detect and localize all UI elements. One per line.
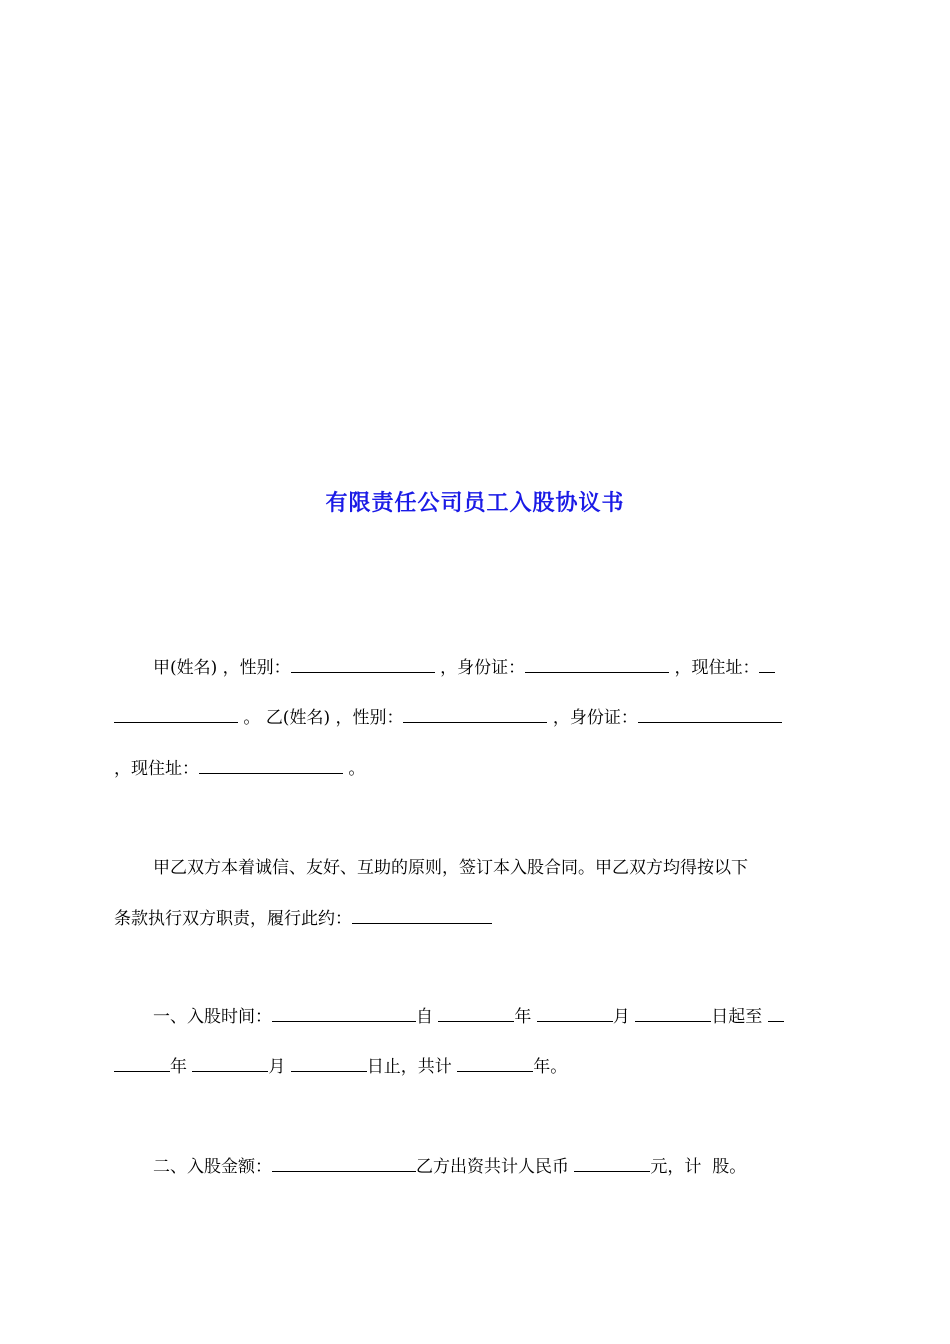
clause-1-line-2 <box>114 1055 567 1079</box>
start-month-label: 月 <box>612 1007 636 1027</box>
total-years-blank <box>457 1055 533 1072</box>
preamble-line-2 <box>114 907 492 931</box>
total-years-label: 年。 <box>533 1057 568 1077</box>
start-day-blank <box>635 1005 711 1022</box>
end-year-blank-cont <box>114 1055 170 1072</box>
start-day-label: 日起至 <box>711 1007 768 1027</box>
party-b-address-label: ，现住址： <box>114 759 199 779</box>
party-a-label: 甲(姓名) ，性别： <box>153 658 291 678</box>
party-b-id-label: ，身份证： <box>547 708 638 728</box>
party-a-line <box>153 656 775 680</box>
party-b-id-blank <box>638 706 782 723</box>
party-a-address-label: ，现住址： <box>669 658 760 678</box>
clause-2-text: 乙方出资共计人民币 <box>416 1157 575 1177</box>
party-b-gender-blank <box>403 706 547 723</box>
clause-2-line <box>153 1155 746 1179</box>
clause-2-end: 元，计 股。 <box>650 1157 747 1177</box>
clause-1-line-1 <box>153 1005 784 1029</box>
party-a-id-blank <box>525 656 669 673</box>
clause-1-from: 自 <box>416 1007 439 1027</box>
end-day-label: 日止，共计 <box>366 1057 458 1077</box>
amount-blank <box>574 1155 650 1172</box>
start-year-blank <box>438 1005 514 1022</box>
party-b-label: 乙(姓名) ，性别： <box>265 708 404 728</box>
start-year-label: 年 <box>514 1007 537 1027</box>
end-day-blank <box>291 1055 367 1072</box>
party-b-end: 。 <box>343 759 366 779</box>
party-a-address-blank <box>759 656 775 673</box>
end-year-label: 年 <box>170 1057 193 1077</box>
document-title: 有限责任公司员工入股协议书 <box>325 491 625 516</box>
preamble-line-1: 甲乙双方本着诚信、友好、互助的原则，签订本入股合同。甲乙双方均得按以下 <box>153 858 748 878</box>
party-a-id-label: ，身份证： <box>434 658 526 678</box>
party-b-address-blank <box>199 757 343 774</box>
clause-1-label: 一、入股时间： <box>153 1007 272 1027</box>
clause-2-blank <box>272 1155 416 1172</box>
end-month-label: 月 <box>268 1057 291 1077</box>
start-month-blank <box>537 1005 613 1022</box>
party-a-end: 。 <box>238 708 266 728</box>
party-a-gender-blank <box>291 656 435 673</box>
party-a-address-blank-cont <box>114 706 238 723</box>
end-year-blank <box>768 1005 784 1022</box>
preamble-blank <box>352 907 492 924</box>
party-b-address-line <box>114 757 365 781</box>
preamble-text: 条款执行双方职责，履行此约： <box>114 909 352 929</box>
clause-1-blank <box>272 1005 416 1022</box>
clause-2-label: 二、入股金额： <box>153 1157 272 1177</box>
end-month-blank <box>192 1055 268 1072</box>
party-b-line <box>114 706 782 730</box>
